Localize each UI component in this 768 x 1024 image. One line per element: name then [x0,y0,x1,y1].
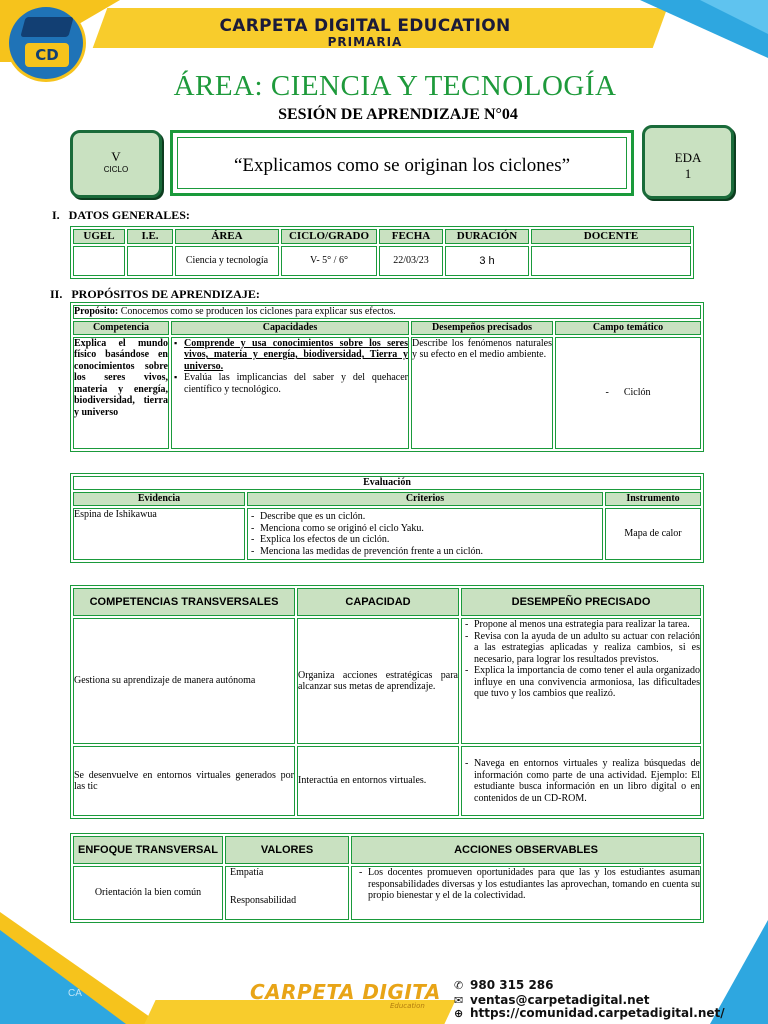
competencia-cell: Explica el mundo físico basándose en conocimientos sobre los seres vivos, materia y energía, biodiversidad, tierra y universo [73,337,169,449]
footer-blue-triangle [0,930,126,1024]
desempeno-item: - Revisa con la ayuda de un adulto su actuar con relación a las estrategias aplicadas y realiza cambios, si es necesario, para lograr los resultados previstos. [464,631,700,666]
enfoque-cell: Orientación la bien común [73,866,223,920]
competencias-transversales-table [70,585,704,819]
header-instrumento: Instrumento [605,492,701,506]
value-ie [127,246,173,276]
logo-text: CD [25,43,69,67]
header-valores: VALORES [225,836,349,864]
valor-item: Responsabilidad [230,894,297,906]
header-acciones-observables: ACCIONES OBSERVABLES [351,836,701,864]
proposito-text: Conocemos como se producen los ciclones para explicar sus efectos. [120,306,396,317]
criterio-item: - Describe que es un ciclón. [250,511,602,523]
section-propositos: II. PROPÓSITOS DE APRENDIZAJE: [50,287,260,301]
header-fecha: FECHA [379,229,443,244]
evaluacion-table [70,473,704,563]
eda-label: EDA [674,150,702,165]
header-desempeno-precisado: DESEMPEÑO PRECISADO [461,588,701,616]
header-enfoque: ENFOQUE TRANSVERSAL [73,836,223,864]
transversal-desempeno-cell [461,746,701,816]
value-area: Ciencia y tecnología [175,246,279,276]
footer-email[interactable]: ✉ ventas@carpetadigital.net [454,993,650,1007]
header-ie: I.E. [127,229,173,244]
valor-item: Empatía [230,867,264,878]
section-datos-generales: I. DATOS GENERALES: [52,208,190,222]
header-criterios: Criterios [247,492,603,506]
value-duracion: 3 h [445,246,529,276]
eda-box [642,125,734,199]
value-ciclo-grado: V- 5° / 6° [281,246,377,276]
session-main-title: “Explicamos como se originan los ciclones” [233,155,571,176]
eda-value: 1 [684,166,692,181]
value-docente [531,246,691,276]
value-ugel [73,246,125,276]
acciones-cell [351,866,701,920]
transversal-desempeno-cell [461,618,701,744]
propositos-table [70,302,704,452]
ciclo-value: V [111,149,121,164]
transversal-capacidad-cell: Organiza acciones estratégicas para alcanzar sus metas de aprendizaje. [297,618,459,744]
desempeno-item: - Explica la importancia de como tener el aula organizado influye en una convivencia armoniosa, las dificultades que tuvo y los cambios que realizó. [464,665,700,700]
header-desempenos: Desempeños precisados [411,321,553,335]
footer-ghost-text: CA [68,988,82,999]
header-campo-tematico: Campo temático [555,321,701,335]
footer-phone: ✆ 980 315 286 [454,978,554,992]
header-ugel: UGEL [73,229,125,244]
graduation-cap-icon [20,17,73,37]
footer-web-link[interactable]: ⊕ https://comunidad.carpetadigital.net/ [454,1006,725,1020]
criterio-item: - Menciona como se originó el ciclo Yaku. [250,523,602,535]
capacidad-item: ▪ Comprende y usa conocimientos sobre los seres vivos, materia y energía, biodiversidad, Tierra y universo. [174,338,408,373]
value-fecha: 22/03/23 [379,246,443,276]
valores-cell [225,866,349,920]
session-title: SESIÓN DE APRENDIZAJE N°04 [278,106,518,123]
capacidad-item: ▪ Evalúa las implicancias del saber y del quehacer científico y tecnológico. [174,372,408,395]
ciclo-box [70,130,162,198]
instrumento-cell: Mapa de calor [605,508,701,560]
header-area: ÁREA [175,229,279,244]
header-duracion: DURACIÓN [445,229,529,244]
area-title: ÁREA: CIENCIA Y TECNOLOGÍA [173,70,617,102]
header-competencia: Competencia [73,321,169,335]
footer-brand: CARPETA DIGITA [250,980,441,1004]
desempeno-item: - Navega en entornos virtuales y realiza búsquedas de información como parte de una actividad. Ejemplo: El estudiante busca información en un libro digital o en contenidos de un CD-ROM. [464,758,700,804]
datos-generales-table [70,226,694,279]
header-ciclo-grado: CICLO/GRADO [281,229,377,244]
enfoque-transversal-table [70,833,704,923]
header-light-blue-triangle [700,0,768,34]
accion-item: - Los docentes promueven oportunidades para que las y los estudiantes asuman responsabilidades diversas y los estudiantes las aprovechan, tomando en cuenta su propio bienestar y el de la colectividad. [358,867,700,902]
header-competencias-transversales: COMPETENCIAS TRANSVERSALES [73,588,295,616]
transversal-competencia-cell: Gestiona su aprendizaje de manera autónoma [73,618,295,744]
desempeno-cell: Describe los fenómenos naturales y su efecto en el medio ambiente. [411,337,553,449]
transversal-capacidad-cell: Interactúa en entornos virtuales. [297,746,459,816]
ciclo-label: CICLO [103,165,129,174]
brand-name: CARPETA DIGITAL EDUCATION [219,16,511,36]
evaluacion-title: Evaluación [73,476,701,490]
globe-icon: ⊕ [454,1007,464,1020]
proposito-label: Propósito: [74,306,119,317]
footer-brand-sub: Education [390,1002,425,1010]
campo-tematico-cell: - Ciclón [555,337,701,449]
criterio-item: - Explica los efectos de un ciclón. [250,534,602,546]
header-docente: DOCENTE [531,229,691,244]
phone-icon: ✆ [454,979,464,992]
header-evidencia: Evidencia [73,492,245,506]
criterios-cell [247,508,603,560]
brand-level: PRIMARIA [327,35,403,49]
mail-icon: ✉ [454,994,464,1007]
capacidades-cell [171,337,409,449]
proposito-row [73,305,701,319]
transversal-competencia-cell: Se desenvuelve en entornos virtuales generados por las tic [73,746,295,816]
session-main-title-box [170,130,634,196]
evidencia-cell: Espina de Ishikawua [73,508,245,560]
header-capacidades: Capacidades [171,321,409,335]
criterio-item: - Menciona las medidas de prevención frente a un ciclón. [250,546,602,558]
header-capacidad: CAPACIDAD [297,588,459,616]
desempeno-item: - Propone al menos una estrategia para realizar la tarea. [464,619,700,631]
